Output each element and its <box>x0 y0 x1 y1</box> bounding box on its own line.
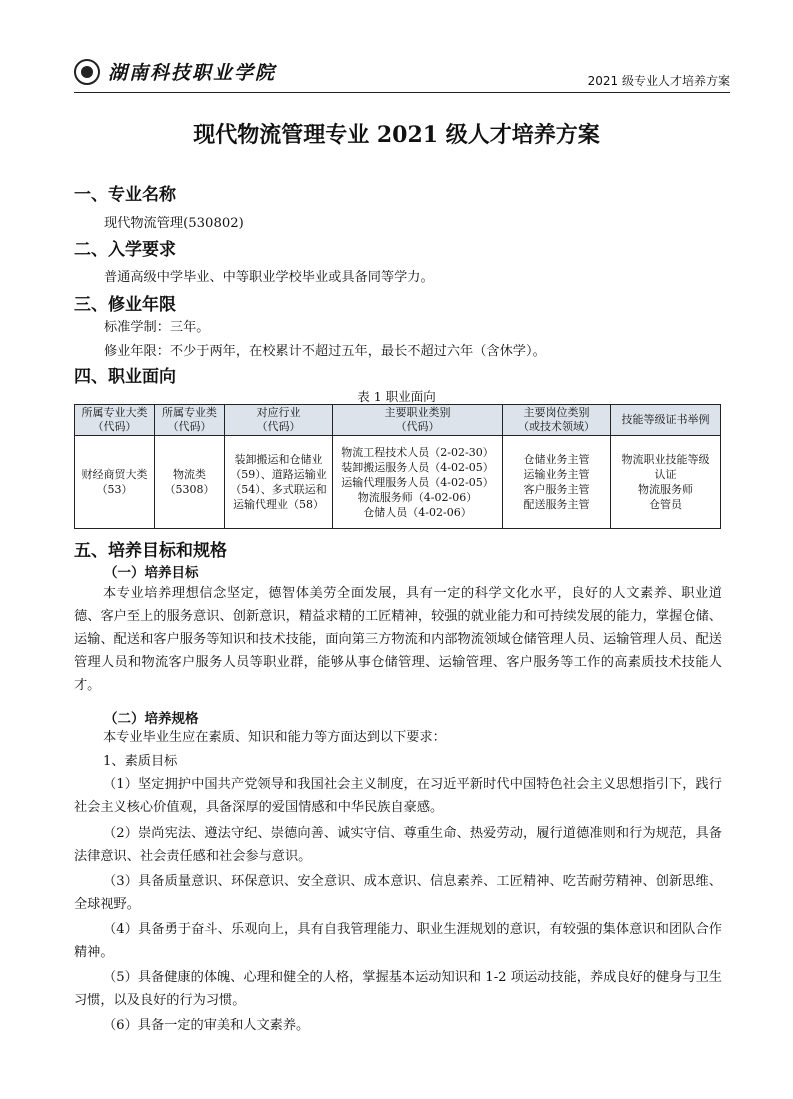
section-1-heading: 一、专业名称 <box>74 185 176 205</box>
table-cell: 仓储业务主管 运输业务主管 客户服务主管 配送服务主管 <box>503 436 611 529</box>
duration-line-2: 修业年限：不少于两年，在校累计不超过五年，最长不超过六年（含休学）。 <box>104 344 546 359</box>
table-header: 技能等级证书举例 <box>611 405 721 436</box>
admission-text: 普通高级中学毕业、中等职业学校毕业或具备同等学力。 <box>104 270 434 285</box>
table-cell: 物流职业技能等级 认证 物流服务师 仓管员 <box>611 436 721 529</box>
quality-point: （3）具备质量意识、环保意识、安全意识、成本意识、信息素养、工匠精神、吃苦耐劳精神、创新思维、全球视野。 <box>74 874 722 912</box>
table-header: 主要岗位类别 （或技术领域） <box>503 405 611 436</box>
section-3-heading: 三、修业年限 <box>74 295 176 315</box>
quality-point: （4）具备勇于奋斗、乐观向上，具有自我管理能力、职业生涯规划的意识，有较强的集体意识和团队合作精神。 <box>74 922 722 960</box>
table-header-row <box>75 405 721 436</box>
quality-point: （2）崇尚宪法、遵法守纪、崇德向善、诚实守信、尊重生命、热爱劳动，履行道德准则和行为规范，具备法律意识、社会责任感和社会参与意识。 <box>74 826 722 864</box>
goal-paragraph: 本专业培养理想信念坚定，德智体美劳全面发展，具有一定的科学文化水平，良好的人文素养、职业道德、客户至上的服务意识、创新意识，精益求精的工匠精神，较强的就业能力和可持续发展的能力，掌握仓储、运输、配送和客户服务等知识和技术技能，面向第三方物流和内部物流领域仓储管理人员、运输管理人员、配送管理人员和物流客户服务人员等职业群，能够从事仓储管理、运输管理、客户服务等工作的高素质技术技能人才。 <box>74 586 722 693</box>
quality-goal-label: 1、素质目标 <box>103 754 178 769</box>
page-title: 现代物流管理专业 2021 级人才培养方案 <box>193 122 600 148</box>
spec-intro: 本专业毕业生应在素质、知识和能力等方面达到以下要求： <box>103 730 446 745</box>
section-4-heading: 四、职业面向 <box>74 367 176 387</box>
table-header: 所属专业类 （代码） <box>155 405 225 436</box>
major-name: 现代物流管理(530802) <box>104 216 244 231</box>
subsection-spec-heading: （二）培养规格 <box>104 711 199 727</box>
table-cell: 物流类 （5308） <box>155 436 225 529</box>
table-cell: 物流工程技术人员（2-02-30） 装卸搬运服务人员（4-02-05） 运输代理服务人员（4-02-05） 物流服务师（4-02-06） 仓储人员（4-02-06） <box>333 436 503 529</box>
table-row <box>75 436 721 529</box>
table-header: 对应行业 （代码） <box>225 405 333 436</box>
school-seal-icon <box>74 59 100 85</box>
career-table <box>74 404 721 529</box>
section-5-heading: 五、培养目标和规格 <box>74 541 227 561</box>
quality-point: （5）具备健康的体魄、心理和健全的人格，掌握基本运动知识和 1-2 项运动技能，养成良好的健身与卫生习惯，以及良好的行为习惯。 <box>74 970 722 1008</box>
header-doc-label: 2021 级专业人才培养方案 <box>587 74 730 88</box>
school-name: 湖南科技职业学院 <box>108 62 277 84</box>
duration-line-1: 标准学制：三年。 <box>104 320 210 335</box>
table-cell: 装卸搬运和仓储业 （59）、道路运输业 （54）、多式联运和 运输代理业（58） <box>225 436 333 529</box>
quality-point: （1）坚定拥护中国共产党领导和我国社会主义制度，在习近平新时代中国特色社会主义思想指引下，践行社会主义核心价值观，具备深厚的爱国情感和中华民族自豪感。 <box>74 777 722 815</box>
section-2-heading: 二、入学要求 <box>74 240 176 260</box>
table-cell: 财经商贸大类 （53） <box>75 436 155 529</box>
school-logo <box>74 58 276 85</box>
table-header: 所属专业大类 （代码） <box>75 405 155 436</box>
quality-point: （6）具备一定的审美和人文素养。 <box>103 1018 310 1033</box>
page-header <box>74 56 730 93</box>
table-header: 主要职业类别 （代码） <box>333 405 503 436</box>
subsection-goal-heading: （一）培养目标 <box>104 565 199 581</box>
table-caption: 表 1 职业面向 <box>357 389 436 404</box>
